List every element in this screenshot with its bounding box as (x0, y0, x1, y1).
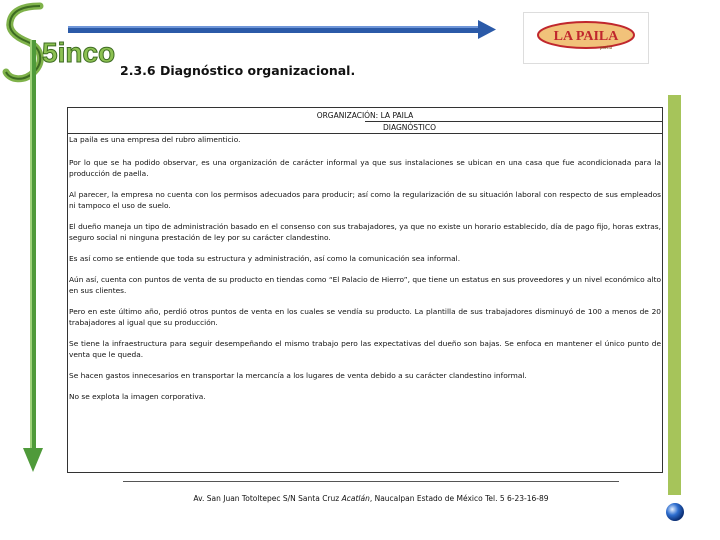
client-logo (523, 12, 649, 64)
blue-ball-icon (663, 500, 687, 524)
paragraph: Pero en este último año, perdió otros puntos de venta en los cuales se vendía su producto. La plantilla de sus trabajadores disminuyó de 100 a menos de 20 trabajadores al igual que su producción. (69, 307, 661, 327)
client-logo-text: LA PAILA (553, 29, 619, 44)
footer-address (123, 494, 619, 503)
paragraph: Aún así, cuenta con puntos de venta de su producto en tiendas como “El Palacio de Hierro”, que tiene un estatus en sus proveedores y un nivel económico alto en sus clientes. (69, 275, 661, 295)
client-logo-sub: paella (600, 46, 612, 51)
la-paila-logo-graphic (524, 13, 648, 63)
paragraph: Al parecer, la empresa no cuenta con los permisos adecuados para producir; así como la regularización de su situación laboral con respecto de sus empleados ni tampoco el uso de suelo. (69, 190, 661, 210)
address-part: Av. San Juan Totoltepec S/N Santa Cruz (193, 494, 342, 503)
address-italic: Acatlán (341, 494, 370, 503)
paragraph: Es así como se entiende que toda su estructura y administración, así como la comunicación sea informal. (69, 254, 461, 263)
side-accent-bar (668, 95, 681, 495)
document-header (68, 108, 662, 134)
paragraph: El dueño maneja un tipo de administración basado en el consenso con sus trabajadores, ya que no existe un horario establecido, día de pago fijo, horas extras, seguro social ni ninguna prestación de ley por su carácter clandestino. (69, 222, 661, 242)
diagnosis-document (67, 107, 663, 473)
logo-text: 5inco (42, 37, 116, 68)
paragraph: Se tiene la infraestructura para seguir desempeñando el mismo trabajo pero las expectativas del dueño son bajas. Se enfoca en mantener el único punto de venta que le queda. (69, 339, 661, 359)
paragraph: Se hacen gastos innecesarios en transportar la mercancía a los lugares de venta debido a su carácter clandestino informal. (69, 371, 527, 380)
paragraph: Por lo que se ha podido observar, es una organización de carácter informal ya que sus instalaciones se ubican en una casa que fue acondicionada para la producción de paella. (69, 158, 661, 178)
diagnosis-label: DIAGNÓSTICO (365, 121, 662, 133)
left-arrow-decoration (18, 40, 48, 480)
paragraph: La paila es una empresa del rubro alimenticio. (69, 135, 241, 144)
top-arrow-decoration (28, 14, 498, 46)
section-title: 2.3.6 Diagnóstico organizacional. (120, 63, 356, 78)
paragraph: No se explota la imagen corporativa. (69, 392, 206, 401)
organization-label: ORGANIZACIÓN: LA PAILA (316, 111, 414, 120)
address-part: , Naucalpan Estado de México Tel. 5 6-23-16-89 (369, 494, 549, 503)
footer-divider (123, 481, 619, 482)
